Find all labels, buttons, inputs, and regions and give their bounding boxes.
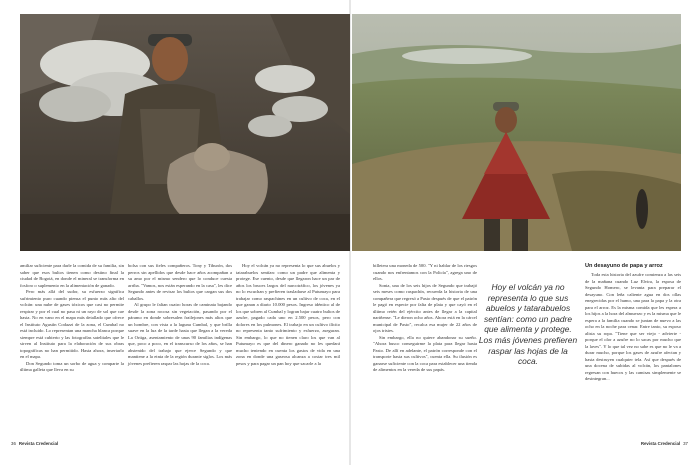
section-heading: Un desayuno de papa y arroz [585,263,663,269]
photo-left-illustration [20,14,350,251]
paragraph: amiliar suficiente para darle la comida de su familia, sin saber que esos bultos tienen como destino final la ciudad de Bogotá, en donde el mineral se transforma en fosforo o suplemento en la alimentación de ganado. [20,263,124,288]
footer-left [8,441,58,446]
footer-right [641,441,691,446]
left-column-3 [236,263,340,367]
left-column-2 [128,263,232,367]
right-column-1 [373,263,477,374]
photo-right-illustration [352,14,681,251]
paragraph: Hoy el volcán ya no representa lo que sus abuelos y tatarabuelos sentían: como un padre que alimenta y protege. Ese cuento, desde que llegaron hace un par de años los bruces largos del narcotráfico, los jóvenes ya no lo escuchan y prefieren trasladarse al Putumayo para trabajar como raspachines en un cultivo de coca, en el que ganan a diario 10.000 pesos. Ingreso idéntico al de los que sobren al Cumbal y logran bajar cuatro bultos de azufre, pagado cada uno en 2.500 pesos, pero con dolores en los pulmones. El trabajo en un cultivo ilícito no representa tanto sufrimiento y esfuerzo, aseguran. Sin embargo, lo que no tienen claro los que van al Putumayo es que del dinero ganado no les quedará mucho teniendo en cuenta los gastos de vida en una zona en donde una gaseosa alcanza a costar tres mil pesos y para pagar un pan hoy que sacarle a la [236,263,340,366]
photo-left [20,14,350,251]
publication-name: Revista Credencial [18,441,59,446]
paragraph: Toda esta historia del azufre comienza a las seis de la mañana cuando Luz Elvira, la esposa de Segundo Homero, se levanta para preparar el desayuno. Con leña caliente agua en dos ollas enegrecidas por el humo, una para la papa y la otra para el arroz. Es la misma comida que les espera a los hijos a la hora del almuerzo y es la misma que le espera a la familia cuando se juntan de nuevo a las ocho en la noche para cenar. Entre tanto, su esposo alista su ropa. "Tiene que ser viejo - advierte - porque el olor a azufre no lo sacas por mucho que la laves". Y lo que tal vez no sabe es que no le va a durar mucho, porque los gases de azufre afectan y hasta destruyen cualquier tela. Así que después de una docena de subidas al volcán, los pantalones regresan con huecos y las camisas simplemente se desintegran... [585,272,681,381]
left-column-1 [20,263,124,374]
paragraph: Al grupo le faltan cuatro horas de caminata bajando desde la zona rocosa sin vegetación, pasando por el páramo en donde sobresalen frailejones más altos que un hombre, con vista a la laguna Cumbal, y que brilla suave en la luz de la tarde hasta que llegan a la vereda La Ortiga, asentamiento de unas 90 familias indígenas que, poco a poco, en el transcurso de los años, se han abstenido del trabajo que ejerce Segundo y que mantiene a la etnia de la región durante siglos. Los más jóvenes prefieren raspar las hojas de la coca. [128,302,232,366]
right-column-2 [585,263,681,383]
photo-right [352,14,681,251]
paragraph: Pero más allá del sudor, su esfuerzo significa sufrimiento puro cuando piensa el punto más alto del volcán: una nube de gases tóxicos que casi no permite respirar y por el cual no pasa ni un rayo de sol que cae hasta. No en vano en el mapa más detallado que ofrece el Instituto Agustín Codazzi de la zona, el Cumbal no está incluido. Lo representan una mancha blanca porque siempre está cubierto y las fotografías satelitales que le sirven al Instituto para la elaboración de sus obras topográficas no han permitido. Hasta ahora, insertarlo en el mapa. [20,289,124,359]
paragraph: Sin embargo, ella no quiere abandonar su sueño. "Ahora busco conseguirme la plata para llegar hasta Pasto. De allí en adelante, el patrón corresponde con el transporte hasta sus cultivos", cuenta ella. Su ilusión es ganarse suficiente con la coca para establecer una tienda de alimentos en la vereda de sus papás. [373,334,477,372]
pull-quote: Hoy el volcán ya no representa lo que sus abuelos y tatarabuelos sentían: como un padre que alimenta y protege. Los más jóvenes prefieren raspar las hojas de la coca. [478,282,578,367]
paragraph: Don Segundo toma un sorbo de agua y comparte la última galleta que lleva en su [20,360,124,372]
paragraph: bolsa con sus fieles compañeros. Tony y Tiburón, dos perros sin apellidos que desde hace años acompañan a su amo por el mismo sendero que lo conduce cuesta arriba. "Vamos, nos están esperando en la casa", les dice Segundo antes de revisar los bultos que cargan sus dos caballos. [128,263,232,301]
publication-name: Revista Credencial [640,441,681,446]
paragraph: Sonia, una de los seis hijos de Segundo que trabajó seis meses como raspachín, recuerda la historia de una compañera que regresó a Pasto después de que el patrón le pagó en especie por falta de plata y que cayó en el último retén del ejército antes de llegar a la capital nariñense. "Le dieron ocho años. Ahora está en la cárcel municipal de Pasto", recalca esa mujer de 22 años de ojos tristes. [373,282,477,333]
page-number: 36 [11,441,16,446]
page-number: 37 [683,441,688,446]
paragraph: billetera una moneda de 500. "Y ni hablar de los riesgos cuando nos enfrentamos con la Policía", agrega uno de ellos. [373,263,477,281]
